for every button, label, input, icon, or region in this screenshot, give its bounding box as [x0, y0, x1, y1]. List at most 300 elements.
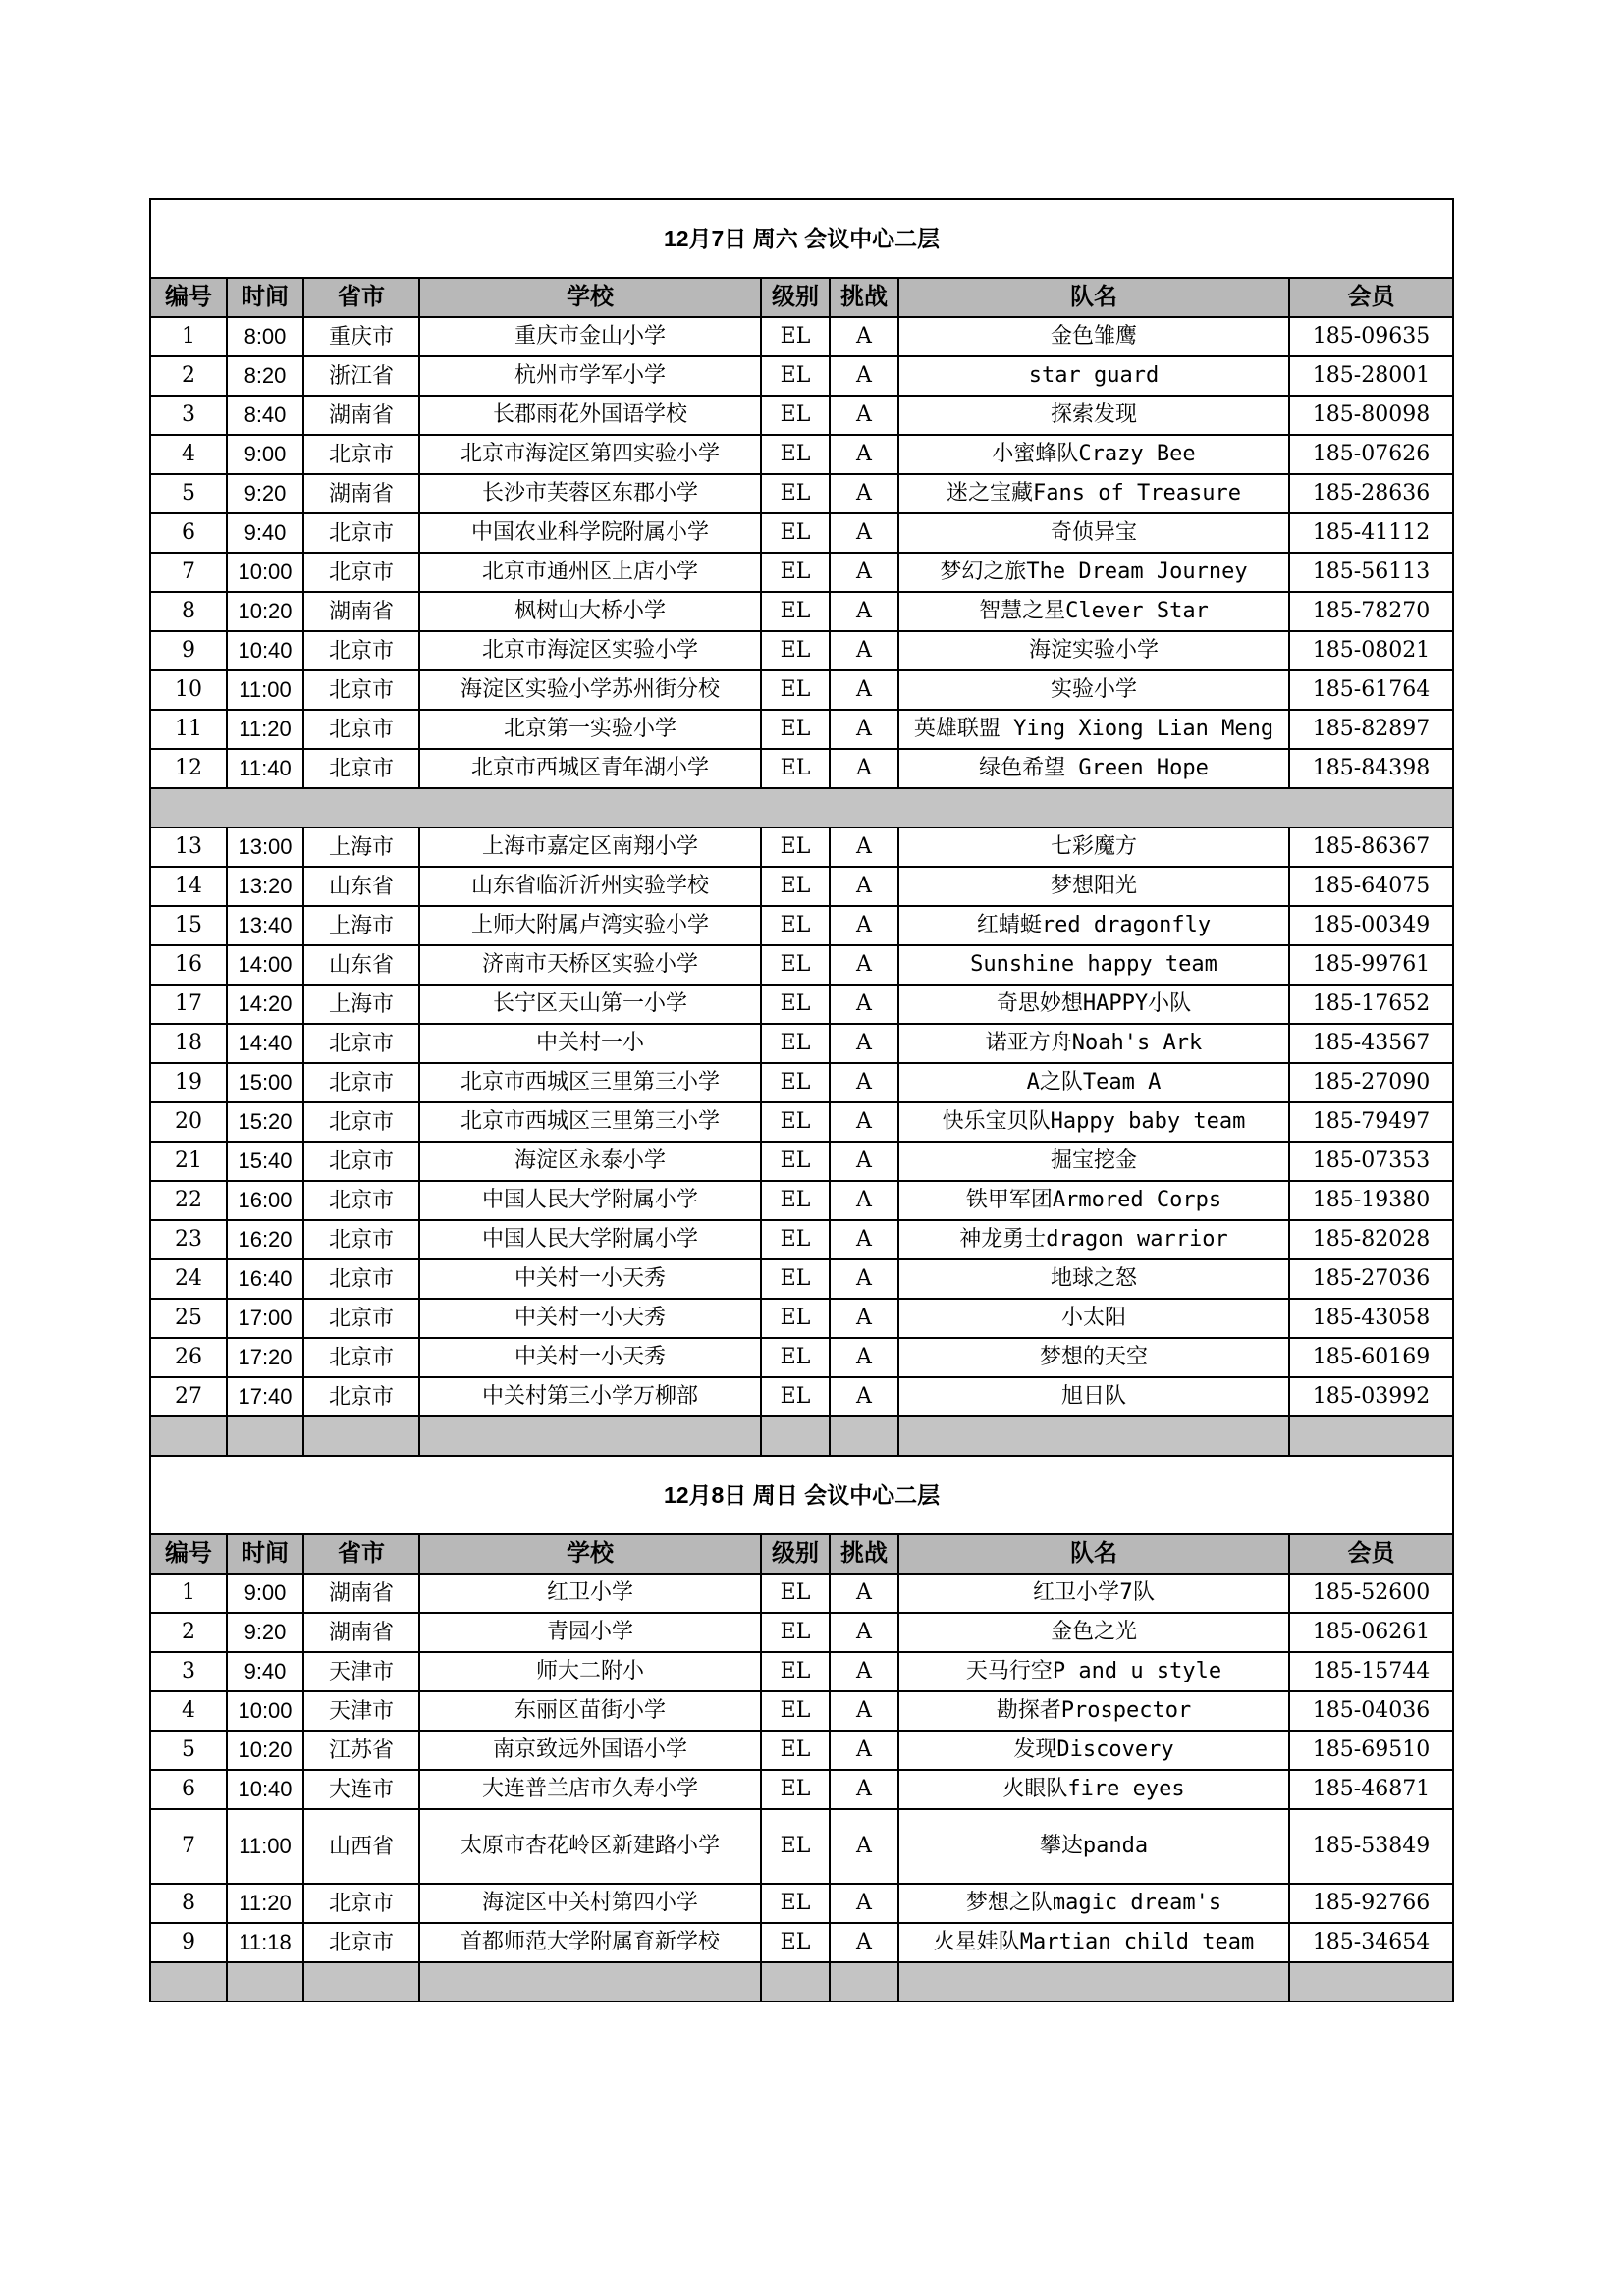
- section-title: 12月8日 周日 会议中心二层: [150, 1456, 1453, 1534]
- cell-level: EL: [761, 985, 830, 1024]
- cell-team: 七彩魔方: [898, 828, 1289, 867]
- cell-province: 上海市: [303, 828, 419, 867]
- cell-challenge: A: [830, 945, 898, 985]
- separator-cell: [150, 1416, 227, 1456]
- cell-school: 东丽区苗街小学: [419, 1691, 761, 1731]
- separator-cell: [898, 1416, 1289, 1456]
- cell-challenge: A: [830, 1102, 898, 1142]
- header-challenge: 挑战: [830, 278, 898, 317]
- cell-number: 26: [150, 1338, 227, 1377]
- cell-number: 17: [150, 985, 227, 1024]
- cell-member: 185-82028: [1289, 1220, 1453, 1259]
- cell-level: EL: [761, 1299, 830, 1338]
- section-end-row: [150, 1962, 1453, 2002]
- cell-level: EL: [761, 1220, 830, 1259]
- schedule-table: [149, 198, 1454, 2002]
- cell-province: 山西省: [303, 1809, 419, 1884]
- cell-level: EL: [761, 749, 830, 788]
- cell-school: 枫树山大桥小学: [419, 592, 761, 631]
- cell-level: EL: [761, 1770, 830, 1809]
- cell-challenge: A: [830, 1809, 898, 1884]
- cell-number: 4: [150, 435, 227, 474]
- cell-province: 北京市: [303, 1063, 419, 1102]
- cell-number: 12: [150, 749, 227, 788]
- cell-province: 湖南省: [303, 1613, 419, 1652]
- separator-cell: [898, 1962, 1289, 2002]
- cell-level: EL: [761, 945, 830, 985]
- cell-time: 10:00: [227, 1691, 303, 1731]
- cell-team: 发现Discovery: [898, 1731, 1289, 1770]
- cell-number: 9: [150, 631, 227, 670]
- cell-member: 185-43058: [1289, 1299, 1453, 1338]
- cell-time: 13:20: [227, 867, 303, 906]
- separator-cell: [830, 1416, 898, 1456]
- cell-time: 9:00: [227, 1574, 303, 1613]
- table-row: [150, 1259, 1453, 1299]
- table-row: [150, 945, 1453, 985]
- cell-province: 北京市: [303, 631, 419, 670]
- cell-time: 10:40: [227, 631, 303, 670]
- cell-time: 9:20: [227, 474, 303, 513]
- cell-number: 6: [150, 513, 227, 553]
- cell-level: EL: [761, 592, 830, 631]
- cell-challenge: A: [830, 1220, 898, 1259]
- cell-time: 10:20: [227, 592, 303, 631]
- header-province: 省市: [303, 1534, 419, 1574]
- cell-number: 14: [150, 867, 227, 906]
- cell-time: 16:40: [227, 1259, 303, 1299]
- section-end-row: [150, 1416, 1453, 1456]
- table-row: [150, 828, 1453, 867]
- cell-province: 天津市: [303, 1652, 419, 1691]
- cell-member: 185-28636: [1289, 474, 1453, 513]
- separator-cell: [303, 1962, 419, 2002]
- cell-school: 南京致远外国语小学: [419, 1731, 761, 1770]
- cell-number: 4: [150, 1691, 227, 1731]
- cell-number: 9: [150, 1923, 227, 1962]
- cell-time: 8:40: [227, 396, 303, 435]
- cell-team: 迷之宝藏Fans of Treasure: [898, 474, 1289, 513]
- cell-team: 小蜜蜂队Crazy Bee: [898, 435, 1289, 474]
- table-row: [150, 1884, 1453, 1923]
- table-row: [150, 1142, 1453, 1181]
- cell-school: 海淀区永泰小学: [419, 1142, 761, 1181]
- cell-challenge: A: [830, 1299, 898, 1338]
- cell-level: EL: [761, 553, 830, 592]
- separator-cell: [303, 1416, 419, 1456]
- cell-number: 3: [150, 396, 227, 435]
- cell-time: 13:00: [227, 828, 303, 867]
- separator-cell: [150, 1962, 227, 2002]
- cell-school: 长郡雨花外国语学校: [419, 396, 761, 435]
- cell-team: 金色雏鹰: [898, 317, 1289, 356]
- table-row: [150, 435, 1453, 474]
- cell-time: 17:40: [227, 1377, 303, 1416]
- table-row: [150, 670, 1453, 710]
- cell-school: 海淀区实验小学苏州街分校: [419, 670, 761, 710]
- cell-province: 上海市: [303, 985, 419, 1024]
- cell-member: 185-78270: [1289, 592, 1453, 631]
- table-row: [150, 1923, 1453, 1962]
- cell-time: 11:20: [227, 710, 303, 749]
- cell-member: 185-86367: [1289, 828, 1453, 867]
- cell-province: 北京市: [303, 1299, 419, 1338]
- cell-level: EL: [761, 356, 830, 396]
- cell-member: 185-00349: [1289, 906, 1453, 945]
- cell-number: 23: [150, 1220, 227, 1259]
- cell-team: 诺亚方舟Noah's Ark: [898, 1024, 1289, 1063]
- cell-level: EL: [761, 1691, 830, 1731]
- cell-school: 北京市西城区青年湖小学: [419, 749, 761, 788]
- cell-province: 大连市: [303, 1770, 419, 1809]
- cell-number: 2: [150, 356, 227, 396]
- cell-challenge: A: [830, 906, 898, 945]
- cell-school: 中国人民大学附属小学: [419, 1181, 761, 1220]
- table-row: [150, 1377, 1453, 1416]
- header-number: 编号: [150, 1534, 227, 1574]
- table-row: [150, 1102, 1453, 1142]
- table-row: [150, 710, 1453, 749]
- cell-school: 中国人民大学附属小学: [419, 1220, 761, 1259]
- cell-time: 17:00: [227, 1299, 303, 1338]
- cell-school: 北京市西城区三里第三小学: [419, 1063, 761, 1102]
- cell-level: EL: [761, 631, 830, 670]
- cell-challenge: A: [830, 828, 898, 867]
- header-member: 会员: [1289, 1534, 1453, 1574]
- cell-school: 济南市天桥区实验小学: [419, 945, 761, 985]
- cell-team: 快乐宝贝队Happy baby team: [898, 1102, 1289, 1142]
- cell-number: 11: [150, 710, 227, 749]
- cell-time: 9:40: [227, 513, 303, 553]
- table-row: [150, 1613, 1453, 1652]
- section-title-row: [150, 199, 1453, 278]
- cell-member: 185-07353: [1289, 1142, 1453, 1181]
- cell-level: EL: [761, 1377, 830, 1416]
- break-separator-row: [150, 788, 1453, 828]
- header-number: 编号: [150, 278, 227, 317]
- separator-cell: [150, 788, 1453, 828]
- cell-school: 海淀区中关村第四小学: [419, 1884, 761, 1923]
- cell-team: 神龙勇士dragon warrior: [898, 1220, 1289, 1259]
- cell-school: 重庆市金山小学: [419, 317, 761, 356]
- cell-time: 17:20: [227, 1338, 303, 1377]
- cell-time: 16:00: [227, 1181, 303, 1220]
- cell-challenge: A: [830, 1884, 898, 1923]
- cell-school: 中关村一小天秀: [419, 1338, 761, 1377]
- table-row: [150, 1652, 1453, 1691]
- cell-member: 185-60169: [1289, 1338, 1453, 1377]
- cell-number: 7: [150, 553, 227, 592]
- cell-number: 2: [150, 1613, 227, 1652]
- cell-number: 5: [150, 1731, 227, 1770]
- cell-province: 北京市: [303, 1024, 419, 1063]
- cell-level: EL: [761, 474, 830, 513]
- cell-school: 中关村一小天秀: [419, 1259, 761, 1299]
- cell-team: 英雄联盟 Ying Xiong Lian Meng: [898, 710, 1289, 749]
- cell-team: 实验小学: [898, 670, 1289, 710]
- cell-level: EL: [761, 1731, 830, 1770]
- cell-challenge: A: [830, 710, 898, 749]
- cell-member: 185-27036: [1289, 1259, 1453, 1299]
- cell-number: 7: [150, 1809, 227, 1884]
- cell-member: 185-03992: [1289, 1377, 1453, 1416]
- cell-level: EL: [761, 710, 830, 749]
- cell-team: 勘探者Prospector: [898, 1691, 1289, 1731]
- cell-time: 13:40: [227, 906, 303, 945]
- cell-school: 青园小学: [419, 1613, 761, 1652]
- cell-number: 13: [150, 828, 227, 867]
- cell-province: 北京市: [303, 749, 419, 788]
- cell-team: 攀达panda: [898, 1809, 1289, 1884]
- cell-school: 首都师范大学附属育新学校: [419, 1923, 761, 1962]
- header-time: 时间: [227, 1534, 303, 1574]
- cell-school: 杭州市学军小学: [419, 356, 761, 396]
- cell-level: EL: [761, 828, 830, 867]
- cell-challenge: A: [830, 1024, 898, 1063]
- cell-member: 185-82897: [1289, 710, 1453, 749]
- cell-time: 9:20: [227, 1613, 303, 1652]
- cell-number: 16: [150, 945, 227, 985]
- cell-team: 探索发现: [898, 396, 1289, 435]
- cell-province: 北京市: [303, 1884, 419, 1923]
- cell-team: 天马行空P and u style: [898, 1652, 1289, 1691]
- table-row: [150, 592, 1453, 631]
- cell-number: 8: [150, 1884, 227, 1923]
- table-row: [150, 1220, 1453, 1259]
- cell-school: 上师大附属卢湾实验小学: [419, 906, 761, 945]
- cell-challenge: A: [830, 592, 898, 631]
- cell-time: 9:40: [227, 1652, 303, 1691]
- table-row: [150, 1574, 1453, 1613]
- cell-province: 北京市: [303, 670, 419, 710]
- table-row: [150, 749, 1453, 788]
- cell-challenge: A: [830, 317, 898, 356]
- table-row: [150, 1181, 1453, 1220]
- cell-member: 185-28001: [1289, 356, 1453, 396]
- cell-team: 火星娃队Martian child team: [898, 1923, 1289, 1962]
- cell-time: 15:20: [227, 1102, 303, 1142]
- table-row: [150, 474, 1453, 513]
- cell-time: 15:00: [227, 1063, 303, 1102]
- cell-team: 地球之怒: [898, 1259, 1289, 1299]
- cell-challenge: A: [830, 1574, 898, 1613]
- cell-team: Sunshine happy team: [898, 945, 1289, 985]
- cell-challenge: A: [830, 435, 898, 474]
- cell-school: 山东省临沂沂州实验学校: [419, 867, 761, 906]
- header-team-name: 队名: [898, 278, 1289, 317]
- cell-level: EL: [761, 1181, 830, 1220]
- table-row: [150, 1691, 1453, 1731]
- cell-province: 湖南省: [303, 1574, 419, 1613]
- cell-challenge: A: [830, 553, 898, 592]
- section-title-row: [150, 1456, 1453, 1534]
- cell-member: 185-99761: [1289, 945, 1453, 985]
- header-challenge: 挑战: [830, 1534, 898, 1574]
- cell-time: 14:40: [227, 1024, 303, 1063]
- table-row: [150, 1063, 1453, 1102]
- cell-school: 红卫小学: [419, 1574, 761, 1613]
- cell-time: 8:00: [227, 317, 303, 356]
- cell-level: EL: [761, 1923, 830, 1962]
- cell-challenge: A: [830, 670, 898, 710]
- cell-challenge: A: [830, 1259, 898, 1299]
- column-header-row: [150, 278, 1453, 317]
- cell-member: 185-80098: [1289, 396, 1453, 435]
- cell-school: 北京第一实验小学: [419, 710, 761, 749]
- cell-member: 185-69510: [1289, 1731, 1453, 1770]
- cell-member: 185-84398: [1289, 749, 1453, 788]
- cell-member: 185-04036: [1289, 1691, 1453, 1731]
- cell-number: 27: [150, 1377, 227, 1416]
- cell-member: 185-09635: [1289, 317, 1453, 356]
- cell-level: EL: [761, 513, 830, 553]
- cell-level: EL: [761, 1884, 830, 1923]
- cell-school: 中关村一小天秀: [419, 1299, 761, 1338]
- cell-level: EL: [761, 867, 830, 906]
- cell-province: 天津市: [303, 1691, 419, 1731]
- cell-team: 海淀实验小学: [898, 631, 1289, 670]
- cell-member: 185-17652: [1289, 985, 1453, 1024]
- cell-level: EL: [761, 1142, 830, 1181]
- cell-level: EL: [761, 1259, 830, 1299]
- cell-team: 奇思妙想HAPPY小队: [898, 985, 1289, 1024]
- separator-cell: [227, 1416, 303, 1456]
- cell-province: 北京市: [303, 1102, 419, 1142]
- cell-level: EL: [761, 317, 830, 356]
- cell-team: 梦幻之旅The Dream Journey: [898, 553, 1289, 592]
- cell-province: 北京市: [303, 1181, 419, 1220]
- cell-province: 北京市: [303, 710, 419, 749]
- cell-number: 1: [150, 317, 227, 356]
- cell-province: 湖南省: [303, 592, 419, 631]
- cell-number: 20: [150, 1102, 227, 1142]
- cell-school: 长宁区天山第一小学: [419, 985, 761, 1024]
- cell-school: 大连普兰店市久寿小学: [419, 1770, 761, 1809]
- cell-time: 9:00: [227, 435, 303, 474]
- cell-school: 北京市海淀区第四实验小学: [419, 435, 761, 474]
- cell-time: 14:20: [227, 985, 303, 1024]
- cell-province: 北京市: [303, 1142, 419, 1181]
- cell-number: 3: [150, 1652, 227, 1691]
- column-header-row: [150, 1534, 1453, 1574]
- cell-time: 8:20: [227, 356, 303, 396]
- separator-cell: [761, 1416, 830, 1456]
- table-row: [150, 513, 1453, 553]
- cell-province: 北京市: [303, 553, 419, 592]
- cell-time: 11:20: [227, 1884, 303, 1923]
- cell-level: EL: [761, 1613, 830, 1652]
- cell-province: 北京市: [303, 435, 419, 474]
- cell-challenge: A: [830, 867, 898, 906]
- cell-number: 19: [150, 1063, 227, 1102]
- cell-number: 6: [150, 1770, 227, 1809]
- separator-cell: [419, 1962, 761, 2002]
- cell-team: 绿色希望 Green Hope: [898, 749, 1289, 788]
- cell-challenge: A: [830, 1181, 898, 1220]
- cell-number: 18: [150, 1024, 227, 1063]
- table-row: [150, 906, 1453, 945]
- cell-time: 11:00: [227, 1809, 303, 1884]
- header-team-name: 队名: [898, 1534, 1289, 1574]
- separator-cell: [1289, 1962, 1453, 2002]
- cell-team: 红卫小学7队: [898, 1574, 1289, 1613]
- cell-member: 185-61764: [1289, 670, 1453, 710]
- cell-number: 21: [150, 1142, 227, 1181]
- header-member: 会员: [1289, 278, 1453, 317]
- cell-time: 15:40: [227, 1142, 303, 1181]
- table-row: [150, 356, 1453, 396]
- cell-level: EL: [761, 1338, 830, 1377]
- table-row: [150, 1809, 1453, 1884]
- cell-challenge: A: [830, 985, 898, 1024]
- cell-team: 梦想之队magic dream's: [898, 1884, 1289, 1923]
- cell-challenge: A: [830, 749, 898, 788]
- cell-number: 24: [150, 1259, 227, 1299]
- cell-school: 中国农业科学院附属小学: [419, 513, 761, 553]
- cell-province: 浙江省: [303, 356, 419, 396]
- cell-challenge: A: [830, 1652, 898, 1691]
- header-school: 学校: [419, 278, 761, 317]
- header-level: 级别: [761, 1534, 830, 1574]
- cell-level: EL: [761, 1063, 830, 1102]
- cell-province: 山东省: [303, 945, 419, 985]
- cell-number: 25: [150, 1299, 227, 1338]
- cell-challenge: A: [830, 1338, 898, 1377]
- cell-school: 北京市通州区上店小学: [419, 553, 761, 592]
- cell-level: EL: [761, 1102, 830, 1142]
- table-row: [150, 553, 1453, 592]
- table-row: [150, 631, 1453, 670]
- table-row: [150, 985, 1453, 1024]
- table-row: [150, 1024, 1453, 1063]
- cell-challenge: A: [830, 356, 898, 396]
- cell-level: EL: [761, 396, 830, 435]
- cell-member: 185-53849: [1289, 1809, 1453, 1884]
- cell-level: EL: [761, 1574, 830, 1613]
- cell-province: 北京市: [303, 1377, 419, 1416]
- cell-school: 中关村一小: [419, 1024, 761, 1063]
- cell-school: 师大二附小: [419, 1652, 761, 1691]
- separator-cell: [419, 1416, 761, 1456]
- cell-team: 梦想阳光: [898, 867, 1289, 906]
- cell-challenge: A: [830, 1142, 898, 1181]
- cell-province: 湖南省: [303, 474, 419, 513]
- cell-challenge: A: [830, 1377, 898, 1416]
- cell-time: 14:00: [227, 945, 303, 985]
- cell-province: 北京市: [303, 1220, 419, 1259]
- cell-number: 22: [150, 1181, 227, 1220]
- cell-challenge: A: [830, 1613, 898, 1652]
- cell-province: 北京市: [303, 513, 419, 553]
- cell-member: 185-64075: [1289, 867, 1453, 906]
- cell-province: 北京市: [303, 1923, 419, 1962]
- cell-member: 185-08021: [1289, 631, 1453, 670]
- cell-team: 旭日队: [898, 1377, 1289, 1416]
- cell-member: 185-56113: [1289, 553, 1453, 592]
- cell-challenge: A: [830, 474, 898, 513]
- cell-school: 北京市西城区三里第三小学: [419, 1102, 761, 1142]
- header-school: 学校: [419, 1534, 761, 1574]
- cell-team: A之队Team A: [898, 1063, 1289, 1102]
- cell-province: 山东省: [303, 867, 419, 906]
- cell-team: star guard: [898, 356, 1289, 396]
- cell-member: 185-34654: [1289, 1923, 1453, 1962]
- cell-challenge: A: [830, 1770, 898, 1809]
- table-row: [150, 867, 1453, 906]
- cell-school: 中关村第三小学万柳部: [419, 1377, 761, 1416]
- cell-member: 185-15744: [1289, 1652, 1453, 1691]
- cell-time: 11:40: [227, 749, 303, 788]
